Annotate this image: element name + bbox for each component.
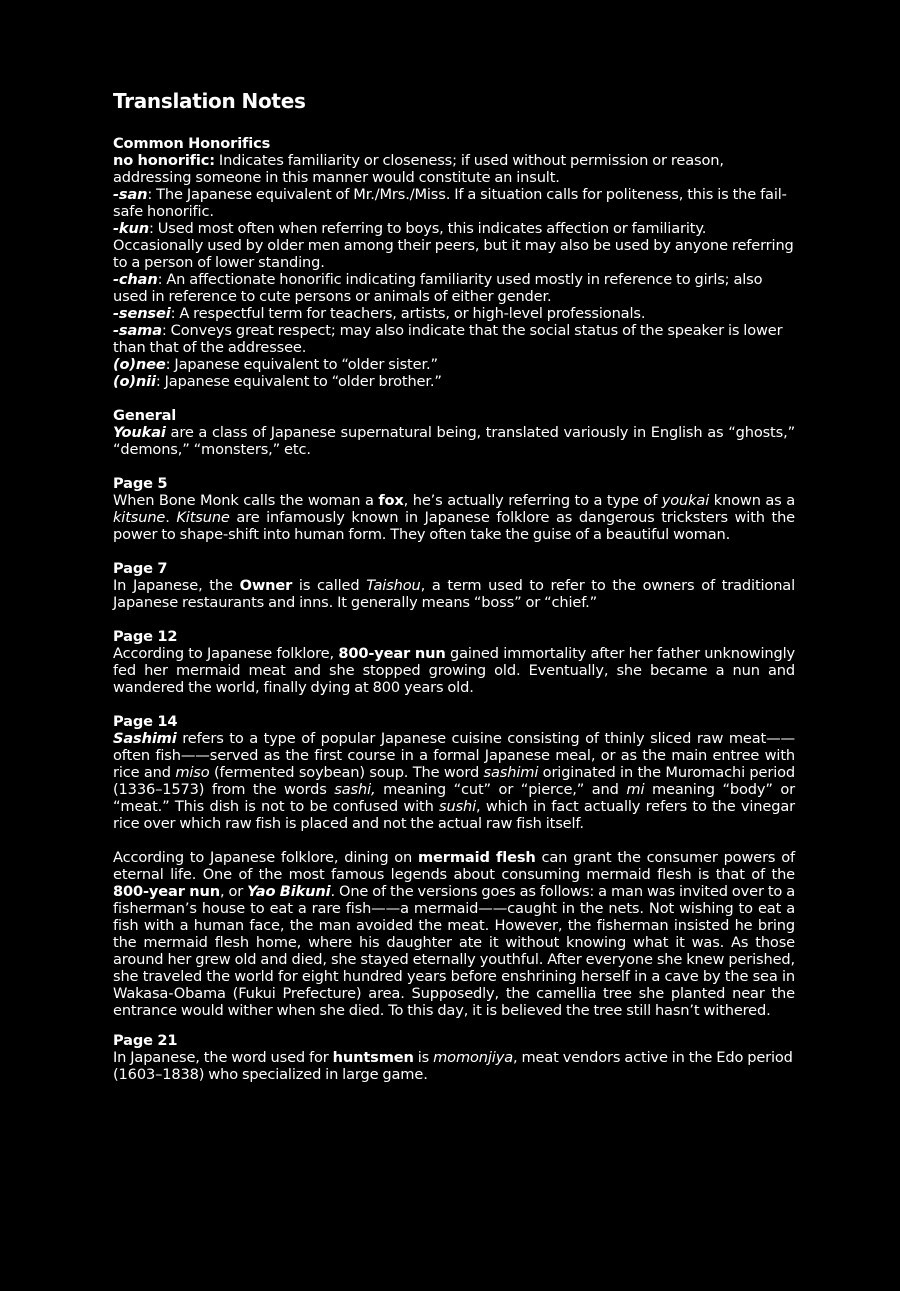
honorific-definition: Indicates familiarity or closeness; if used without permission or reason, addressing someone in this manner would constitute an insult. — [113, 152, 724, 186]
section-general — [113, 407, 795, 458]
note-paragraph: When Bone Monk calls the woman a fox, he’s actually referring to a type of youkai known as a kitsune. Kitsune are infamously known in Japanese folklore as dangerous tricksters with the power to shape-shift into human form. They often take the guise of a beautiful woman. — [113, 492, 795, 543]
honorific-definition: : An affectionate honorific indicating familiarity used mostly in reference to girls; also used in reference to cute persons or animals of either gender. — [113, 271, 763, 305]
note-term: mermaid flesh — [418, 849, 536, 866]
note-paragraph: According to Japanese folklore, 800-year nun gained immortality after her father unknowingly fed her mermaid meat and she stopped growing old. Eventually, she became a nun and wandered the world, finally dying at 800 years old. — [113, 645, 795, 696]
section-page-5 — [113, 475, 795, 543]
section-heading: Common Honorifics — [113, 135, 271, 152]
section-page-21 — [113, 1032, 795, 1083]
note-term: 800-year nun — [113, 883, 220, 900]
note-paragraph: Sashimi refers to a type of popular Japanese cuisine consisting of thinly sliced raw meat——often fish——served as the first course in a formal Japanese meal, or as the main entree with rice and miso (fermented soybean) soup. The word sashimi originated in the Muromachi period (1336–1573) from the words sashi, meaning “cut” or “pierce,” and mi meaning “body” or “meat.” This dish is not to be confused with sushi, which in fact actually refers to the vinegar rice over which raw fish is placed and not the actual raw fish itself. — [113, 730, 795, 832]
honorific-entry — [113, 186, 795, 220]
page-title: Translation Notes — [113, 89, 306, 113]
honorific-term: -sama — [113, 322, 162, 339]
section-heading: Page 7 — [113, 560, 168, 577]
note-term: Youkai — [113, 424, 166, 441]
honorific-definition: : Japanese equivalent to “older brother.” — [155, 373, 442, 390]
note-term: Owner — [239, 577, 293, 594]
honorific-entry — [113, 356, 795, 373]
translation-notes-page — [113, 88, 795, 1083]
honorific-definition: : Used most often when referring to boys, this indicates affection or familiarity. Occasionally used by older men among their peers, but it may also be used by anyone referring to a person of lower standing. — [113, 220, 794, 271]
honorific-term: (o)nee — [113, 356, 166, 373]
note-term: 800-year nun — [338, 645, 446, 662]
note-term: fox — [378, 492, 404, 509]
honorific-entry — [113, 152, 795, 186]
honorific-entry — [113, 271, 795, 305]
honorific-definition: : A respectful term for teachers, artists, or high-level professionals. — [170, 305, 646, 322]
section-heading: Page 12 — [113, 628, 178, 645]
honorific-entry — [113, 220, 795, 271]
honorific-entry — [113, 322, 795, 356]
honorific-term: -chan — [113, 271, 158, 288]
section-heading: Page 21 — [113, 1032, 178, 1049]
note-paragraph: In Japanese, the word used for huntsmen is momonjiya, meat vendors active in the Edo period (1603–1838) who specialized in large game. — [113, 1049, 793, 1083]
section-page-14 — [113, 713, 795, 1019]
honorific-term: (o)nii — [113, 373, 156, 390]
section-page-7 — [113, 560, 795, 611]
note-term: huntsmen — [332, 1049, 414, 1066]
section-heading: Page 14 — [113, 713, 178, 730]
honorific-term: no honorific: — [113, 152, 215, 169]
note-paragraph: Youkai are a class of Japanese supernatural being, translated variously in English as “ghosts,” “demons,” “monsters,” etc. — [113, 424, 795, 458]
honorific-term: -kun — [113, 220, 149, 237]
note-term: Sashimi — [113, 730, 177, 747]
section-common-honorifics — [113, 135, 795, 390]
honorific-entry — [113, 305, 795, 322]
section-heading: Page 5 — [113, 475, 168, 492]
honorific-term: -san — [113, 186, 148, 203]
honorific-entry — [113, 373, 795, 390]
honorific-definition: : The Japanese equivalent of Mr./Mrs./Miss. If a situation calls for politeness, this is the fail-safe honorific. — [113, 186, 787, 220]
note-paragraph: According to Japanese folklore, dining on mermaid flesh can grant the consumer powers of eternal life. One of the most famous legends about consuming mermaid flesh is that of the 800-year nun, or Yao Bikuni. One of the versions goes as follows: a man was invited over to a fisherman’s house to eat a rare fish——a mermaid——caught in the nets. Not wishing to eat a fish with a human face, the man avoided the meat. However, the fisherman insisted he bring the mermaid flesh home, where his daughter ate it without knowing what it was. As those around her grew old and died, she stayed eternally youthful. After everyone she knew perished, she traveled the world for eight hundred years before enshrining herself in a cave by the sea in Wakasa-Obama (Fukui Prefecture) area. Supposedly, the camellia tree she planted near the entrance would wither when she died. To this day, it is believed the tree still hasn’t withered. — [113, 849, 795, 1019]
note-paragraph: In Japanese, the Owner is called Taishou, a term used to refer to the owners of traditional Japanese restaurants and inns. It generally means “boss” or “chief.” — [113, 577, 795, 611]
honorific-definition: : Japanese equivalent to “older sister.” — [165, 356, 438, 373]
honorific-term: -sensei — [113, 305, 171, 322]
section-page-12 — [113, 628, 795, 696]
honorific-definition: : Conveys great respect; may also indicate that the social status of the speaker is lower than that of the addressee. — [113, 322, 783, 356]
section-heading: General — [113, 407, 177, 424]
